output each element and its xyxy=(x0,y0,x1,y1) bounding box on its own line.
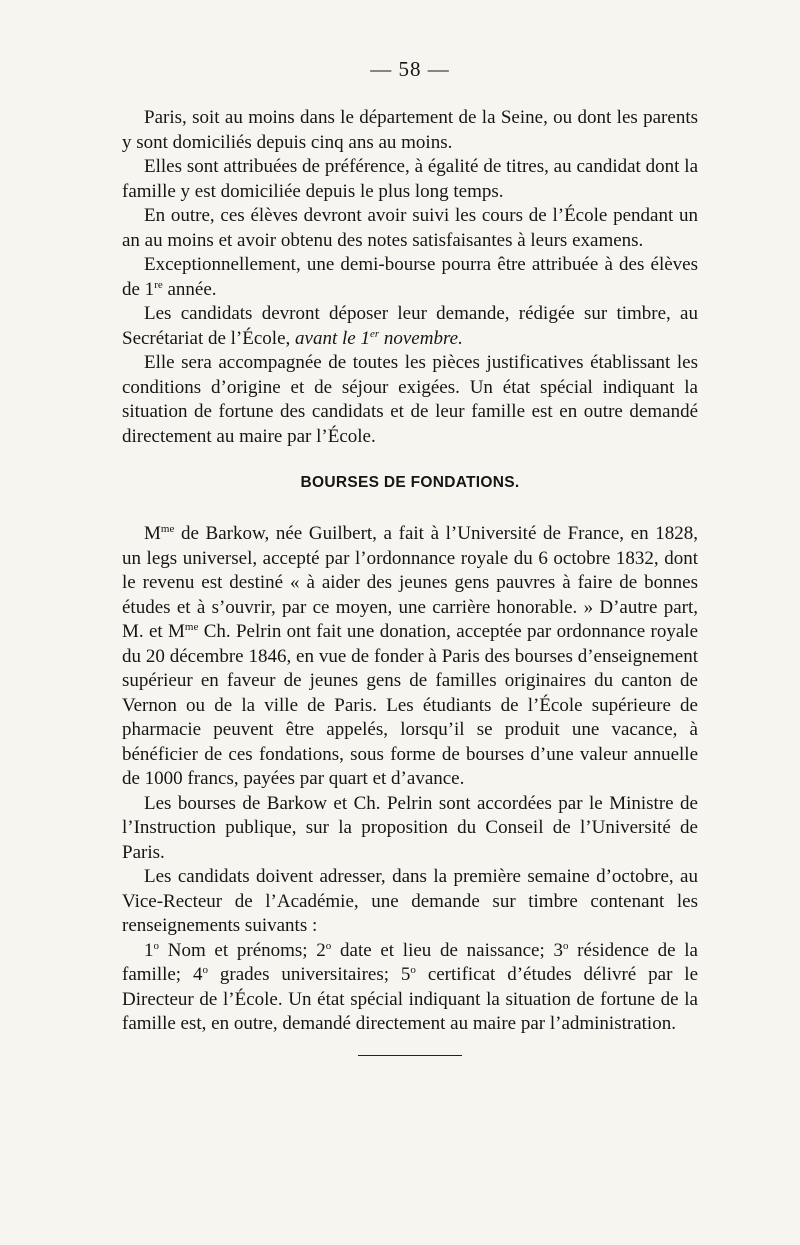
text-run: En outre, ces élèves devront avoir suivi les cours de l’École pendant un an au moins et avoir obtenu des notes satisfaisantes à leurs examens. xyxy=(122,205,698,251)
text-run: Les candidats doivent adresser, dans la première semaine d’octobre, au Vice-Recteur de l’Académie, une demande sur timbre contenant les renseignements suivants : xyxy=(122,866,698,936)
text-run: novembre. xyxy=(379,327,463,349)
superscript: me xyxy=(160,523,175,535)
text-run: M xyxy=(144,523,161,544)
superscript: er xyxy=(369,327,380,340)
paragraph-5 xyxy=(122,302,698,351)
superscript: o xyxy=(410,964,416,976)
text-run: grades universitaires; 5 xyxy=(208,964,411,985)
text-run: Nom et prénoms; 2 xyxy=(159,939,326,961)
text-run: Les bourses de Barkow et Ch. Pelrin sont accordées par le Ministre de l’Instruction publique, sur la proposition du Conseil de l’Université de Paris. xyxy=(122,792,698,863)
text-run: Les candidats devront déposer leur demande, rédigée sur timbre, au Secrétariat de l’École, xyxy=(122,303,698,349)
superscript: me xyxy=(184,621,199,633)
document-page xyxy=(122,54,698,1056)
end-rule xyxy=(358,1055,462,1056)
superscript: o xyxy=(153,939,159,952)
paragraph-9 xyxy=(122,865,698,939)
page-number: — 58 — xyxy=(370,57,450,81)
text-run: Elle sera accompagnée de toutes les pièces justificatives établissant les conditions d’origine et de séjour exigées. Un état spécial indiquant la situation de fortune des candidats et de leur famille est en outre demandé directement au maire par l’École. xyxy=(122,352,698,447)
text-run: résidence de la famille; 4 xyxy=(122,939,698,985)
text-run: date et lieu de naissance; 3 xyxy=(331,939,563,961)
text-run: certificat d’études délivré par le Directeur de l’École. Un état spécial indiquant la situation de fortune de la famille est, en outre, demandé directement au maire par l’administration. xyxy=(122,964,699,1034)
paragraph-4 xyxy=(122,253,698,302)
superscript: o xyxy=(562,939,569,952)
text-run: année. xyxy=(162,278,217,300)
text-run: Ch. Pelrin ont fait une donation, acceptée par ordonnance royale du 20 décembre 1846, en vue de fonder à Paris des bourses d’enseignement supérieur en faveur de jeunes gens de familles originaires du canton de Vernon ou de la ville de Paris. Les étudiants de l’École supérieure de pharmacie peuvent être appelés, lorsqu’il se produit une vacance, à bénéficier de ces fondations, sous forme de bourses d’une valeur annuelle de 1000 francs, payées par quart et d’avance. xyxy=(122,621,698,789)
paragraph-7 xyxy=(122,522,698,792)
text-run: avant le 1 xyxy=(295,327,370,349)
paragraph-1 xyxy=(122,106,698,155)
deadline-italic xyxy=(295,328,463,349)
paragraph-6 xyxy=(122,351,698,449)
paragraph-3 xyxy=(122,204,698,253)
text-run: de Barkow, née Guilbert, a fait à l’Université de France, en 1828, un legs universel, accepté par l’ordonnance royale du 6 octobre 1832, dont le revenu est destiné « à aider des jeunes gens pauvres à faire de bonnes études et à s’ouvrir, par ce moyen, une carrière honorable. » D’autre part, M. et M xyxy=(122,523,698,642)
paragraph-2 xyxy=(122,155,698,204)
paragraph-8 xyxy=(122,792,698,866)
section-title: BOURSES DE FONDATIONS. xyxy=(300,474,520,491)
text-run: Elles sont attribuées de préférence, à égalité de titres, au candidat dont la famille y est domiciliée depuis le plus long temps. xyxy=(122,156,698,202)
text-run: Exceptionnellement, une demi-bourse pourra être attribuée à des élèves de 1 xyxy=(122,254,698,300)
superscript: o xyxy=(202,964,208,976)
superscript: re xyxy=(154,278,163,291)
superscript: o xyxy=(325,939,332,952)
text-run: Paris, soit au moins dans le département de la Seine, ou dont les parents y sont domiciliés depuis cinq ans au moins. xyxy=(122,107,698,153)
text-run: 1 xyxy=(144,939,154,961)
paragraph-10 xyxy=(122,939,698,1037)
